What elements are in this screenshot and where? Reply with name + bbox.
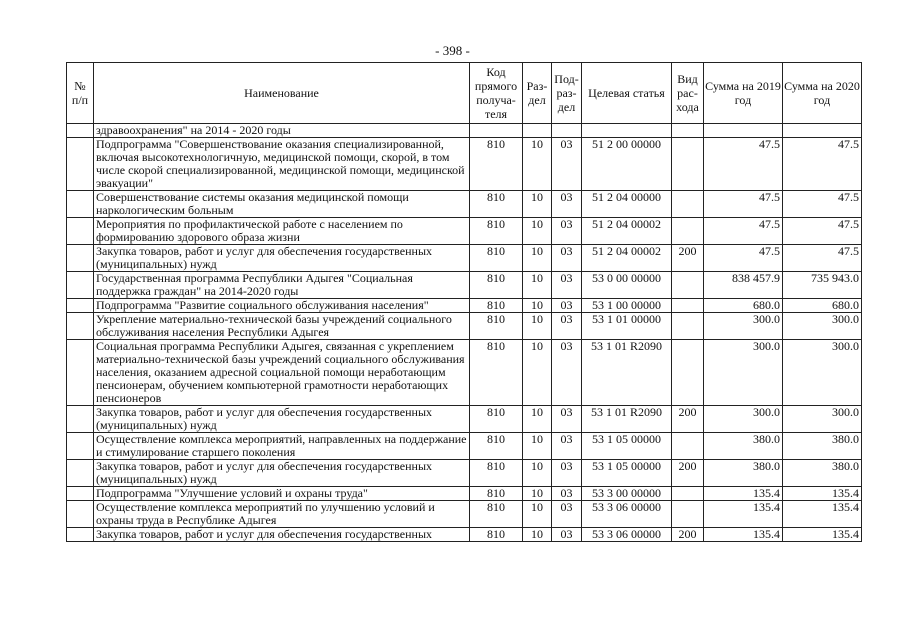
page-number: - 398 -	[435, 43, 470, 58]
row-subsection: 03	[552, 272, 582, 299]
row-subsection: 03	[552, 245, 582, 272]
header-subsection: Под-раз-дел	[552, 63, 582, 124]
row-code: 810	[470, 501, 523, 528]
row-expense-type	[672, 191, 704, 218]
row-index	[67, 528, 94, 542]
row-index	[67, 124, 94, 138]
row-code: 810	[470, 272, 523, 299]
row-expense-type	[672, 501, 704, 528]
row-target	[582, 124, 672, 138]
row-index	[67, 406, 94, 433]
row-name: Закупка товаров, работ и услуг для обеспечения государственных (муниципальных) нужд	[94, 406, 470, 433]
row-expense-type: 200	[672, 460, 704, 487]
row-target: 53 1 00 00000	[582, 299, 672, 313]
row-sum-2019: 47.5	[704, 218, 783, 245]
row-index	[67, 272, 94, 299]
row-section: 10	[523, 406, 552, 433]
table-row	[67, 191, 862, 218]
row-name: Осуществление комплекса мероприятий по улучшению условий и охраны труда в Республике Адыгея	[94, 501, 470, 528]
row-sum-2019	[704, 124, 783, 138]
row-section: 10	[523, 299, 552, 313]
row-sum-2020: 300.0	[783, 313, 862, 340]
row-sum-2019: 47.5	[704, 191, 783, 218]
row-expense-type	[672, 340, 704, 406]
row-subsection: 03	[552, 501, 582, 528]
row-sum-2019: 47.5	[704, 245, 783, 272]
row-expense-type: 200	[672, 528, 704, 542]
row-sum-2020: 380.0	[783, 460, 862, 487]
row-index	[67, 433, 94, 460]
header-expense-type: Вид рас-хода	[672, 63, 704, 124]
row-sum-2020: 47.5	[783, 245, 862, 272]
row-target: 53 0 00 00000	[582, 272, 672, 299]
row-target: 53 3 00 00000	[582, 487, 672, 501]
row-subsection: 03	[552, 460, 582, 487]
row-index	[67, 501, 94, 528]
row-code: 810	[470, 406, 523, 433]
row-target: 53 3 06 00000	[582, 528, 672, 542]
row-subsection: 03	[552, 191, 582, 218]
row-code: 810	[470, 313, 523, 340]
row-expense-type	[672, 272, 704, 299]
row-index	[67, 191, 94, 218]
row-sum-2020	[783, 124, 862, 138]
row-target: 51 2 00 00000	[582, 138, 672, 191]
row-index	[67, 487, 94, 501]
table-row	[67, 138, 862, 191]
row-subsection: 03	[552, 299, 582, 313]
row-target: 51 2 04 00000	[582, 191, 672, 218]
row-name: Подпрограмма "Совершенствование оказания специализированной, включая высокотехнологичную, медицинской помощи, скорой, в том числе скорой специализированной, медицинской помощи, медицинской эвакуации"	[94, 138, 470, 191]
row-index	[67, 218, 94, 245]
row-code: 810	[470, 191, 523, 218]
row-subsection	[552, 124, 582, 138]
header-name: Наименование	[94, 63, 470, 124]
row-expense-type	[672, 138, 704, 191]
row-target: 53 1 01 R2090	[582, 340, 672, 406]
row-section: 10	[523, 245, 552, 272]
row-index	[67, 340, 94, 406]
row-section: 10	[523, 528, 552, 542]
row-section: 10	[523, 138, 552, 191]
row-subsection: 03	[552, 406, 582, 433]
row-name: здравоохранения" на 2014 - 2020 годы	[94, 124, 470, 138]
row-code: 810	[470, 487, 523, 501]
row-sum-2020: 135.4	[783, 528, 862, 542]
row-name: Государственная программа Республики Адыгея "Социальная поддержка граждан" на 2014-2020 годы	[94, 272, 470, 299]
row-code: 810	[470, 299, 523, 313]
row-expense-type	[672, 313, 704, 340]
row-sum-2020: 47.5	[783, 138, 862, 191]
budget-table	[66, 62, 862, 542]
row-target: 53 1 05 00000	[582, 460, 672, 487]
table-row	[67, 218, 862, 245]
row-target: 53 1 05 00000	[582, 433, 672, 460]
row-sum-2020: 680.0	[783, 299, 862, 313]
row-expense-type	[672, 487, 704, 501]
row-sum-2020: 47.5	[783, 218, 862, 245]
row-code: 810	[470, 433, 523, 460]
row-subsection: 03	[552, 433, 582, 460]
header-target: Целевая статья	[582, 63, 672, 124]
row-subsection: 03	[552, 138, 582, 191]
row-target: 51 2 04 00002	[582, 245, 672, 272]
header-sum-2020: Сумма на 2020 год	[783, 63, 862, 124]
row-subsection: 03	[552, 218, 582, 245]
row-section: 10	[523, 272, 552, 299]
row-name: Подпрограмма "Улучшение условий и охраны труда"	[94, 487, 470, 501]
table-row	[67, 124, 862, 138]
row-expense-type	[672, 433, 704, 460]
row-name: Закупка товаров, работ и услуг для обеспечения государственных	[94, 528, 470, 542]
row-section: 10	[523, 501, 552, 528]
row-section: 10	[523, 340, 552, 406]
table-row	[67, 272, 862, 299]
row-subsection: 03	[552, 313, 582, 340]
row-index	[67, 299, 94, 313]
row-sum-2019: 135.4	[704, 501, 783, 528]
row-subsection: 03	[552, 340, 582, 406]
row-sum-2019: 47.5	[704, 138, 783, 191]
row-section: 10	[523, 191, 552, 218]
row-sum-2020: 300.0	[783, 340, 862, 406]
row-index	[67, 245, 94, 272]
row-sum-2020: 735 943.0	[783, 272, 862, 299]
row-sum-2019: 380.0	[704, 460, 783, 487]
row-section: 10	[523, 460, 552, 487]
row-sum-2020: 135.4	[783, 487, 862, 501]
row-sum-2019: 300.0	[704, 313, 783, 340]
row-section: 10	[523, 487, 552, 501]
row-sum-2020: 300.0	[783, 406, 862, 433]
row-sum-2020: 135.4	[783, 501, 862, 528]
row-target: 53 1 01 00000	[582, 313, 672, 340]
row-target: 53 1 01 R2090	[582, 406, 672, 433]
row-name: Социальная программа Республики Адыгея, связанная с укреплением материально-технической базы учреждений социального обслуживания населения, оказанием адресной социальной помощи неработающим пенсионерам, обучением компьютерной грамотности неработающих пенсионеров	[94, 340, 470, 406]
row-index	[67, 313, 94, 340]
row-name: Мероприятия по профилактической работе с населением по формированию здорового образа жизни	[94, 218, 470, 245]
row-sum-2019: 135.4	[704, 528, 783, 542]
row-sum-2020: 380.0	[783, 433, 862, 460]
table-row	[67, 433, 862, 460]
header-sum-2019: Сумма на 2019 год	[704, 63, 783, 124]
header-idx: № п/п	[67, 63, 94, 124]
row-name: Совершенствование системы оказания медицинской помощи наркологическим больным	[94, 191, 470, 218]
table-row	[67, 460, 862, 487]
row-subsection: 03	[552, 528, 582, 542]
row-code: 810	[470, 245, 523, 272]
row-target: 53 3 06 00000	[582, 501, 672, 528]
row-code: 810	[470, 138, 523, 191]
row-code	[470, 124, 523, 138]
row-expense-type	[672, 299, 704, 313]
row-section: 10	[523, 218, 552, 245]
row-target: 51 2 04 00002	[582, 218, 672, 245]
row-sum-2019: 838 457.9	[704, 272, 783, 299]
table-row	[67, 501, 862, 528]
row-sum-2019: 300.0	[704, 340, 783, 406]
row-index	[67, 138, 94, 191]
row-subsection: 03	[552, 487, 582, 501]
row-expense-type	[672, 124, 704, 138]
row-index	[67, 460, 94, 487]
row-sum-2019: 300.0	[704, 406, 783, 433]
row-name: Укрепление материально-технической базы учреждений социального обслуживания населения Республики Адыгея	[94, 313, 470, 340]
row-name: Закупка товаров, работ и услуг для обеспечения государственных (муниципальных) нужд	[94, 460, 470, 487]
row-expense-type	[672, 218, 704, 245]
row-sum-2020: 47.5	[783, 191, 862, 218]
row-name: Подпрограмма "Развитие социального обслуживания населения"	[94, 299, 470, 313]
row-code: 810	[470, 218, 523, 245]
row-name: Осуществление комплекса мероприятий, направленных на поддержание и стимулирование старшего поколения	[94, 433, 470, 460]
row-section	[523, 124, 552, 138]
table-row	[67, 406, 862, 433]
row-expense-type: 200	[672, 406, 704, 433]
table-row	[67, 340, 862, 406]
row-sum-2019: 135.4	[704, 487, 783, 501]
row-sum-2019: 680.0	[704, 299, 783, 313]
header-code: Код прямого получа-теля	[470, 63, 523, 124]
header-row	[67, 63, 862, 124]
row-code: 810	[470, 528, 523, 542]
table-row	[67, 245, 862, 272]
table-row	[67, 528, 862, 542]
table-row	[67, 487, 862, 501]
row-name: Закупка товаров, работ и услуг для обеспечения государственных (муниципальных) нужд	[94, 245, 470, 272]
row-sum-2019: 380.0	[704, 433, 783, 460]
row-code: 810	[470, 340, 523, 406]
table-row	[67, 313, 862, 340]
header-section: Раз-дел	[523, 63, 552, 124]
row-section: 10	[523, 313, 552, 340]
row-section: 10	[523, 433, 552, 460]
table-row	[67, 299, 862, 313]
row-expense-type: 200	[672, 245, 704, 272]
row-code: 810	[470, 460, 523, 487]
